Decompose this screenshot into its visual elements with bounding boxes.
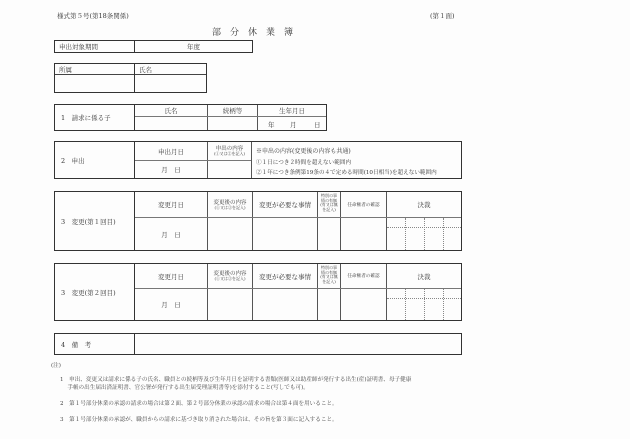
change-2-content-field[interactable] [208, 289, 252, 320]
request-note-title: ※申出の内容(変更後の内容も共通) [256, 148, 351, 155]
special-line: 情の有無 [321, 269, 337, 275]
change-1-confirm-field[interactable] [341, 218, 386, 250]
special-line: を記入) [322, 206, 336, 212]
period-year-field[interactable] [135, 41, 252, 52]
change-2-content-title: 変更後の内容 [213, 271, 247, 277]
page-label: (第１面) [430, 12, 455, 20]
section1-label: 1 請求に係る子 [61, 114, 111, 122]
change-2-confirm-header: 任命権者の確認 [347, 274, 380, 279]
form-number: 様式第５号(第18条関係) [57, 12, 129, 20]
note-item-2: 2 第１号部分休業の承認の請求の場合は第２面、第２号部分休業の承認の請求の場合は第４面を用いること。 [60, 401, 338, 407]
note-item-3: 3 第１号部分休業の承認が、職員からの請求に基づき取り消された場合は、その旨を第３面に記入すること。 [60, 417, 338, 423]
change-2-date-header: 変更月日 [158, 272, 184, 281]
notes-heading: (注) [51, 363, 61, 369]
birthdate-header: 生年月日 [279, 107, 305, 115]
request-content-field[interactable] [208, 161, 251, 178]
change-2-date-field[interactable] [135, 289, 207, 320]
request-option-2: ②１年につき条例第19条の４で定める時間(10日相当)を超えない範囲内 [256, 170, 437, 176]
request-date-field[interactable] [135, 161, 207, 178]
change-2-special-field[interactable] [318, 289, 340, 320]
section4-label: 4 備 考 [61, 340, 92, 349]
change-1-reason-field[interactable] [253, 218, 317, 250]
section-child-table [54, 104, 327, 131]
note-item-1: 1 申出、変更又は請求に係る子の氏名、職員との続柄等及び生年月日を証明する書類(医師又は助産師が発行する出生(産)証明書、母子健康 [60, 377, 412, 383]
change-1-content-header [208, 198, 252, 211]
request-content-title: 申出の内容 [215, 146, 244, 152]
section-change-2-table [54, 263, 462, 321]
change-1-approval-header: 決裁 [417, 201, 431, 209]
child-name-header: 氏名 [164, 107, 178, 115]
birth-month-unit: 月 [290, 121, 297, 129]
section2-label: 2 申出 [61, 156, 85, 165]
change-1-content-field[interactable] [208, 218, 252, 250]
employee-table [54, 63, 207, 93]
birth-day-unit: 日 [314, 121, 321, 129]
change-2-content-header [208, 269, 252, 282]
special-line: 特別の事 [321, 193, 337, 198]
change-1-reason-header: 変更が必要な事情 [259, 201, 311, 209]
section-request-table [54, 141, 462, 179]
request-content-header [208, 144, 251, 157]
child-name-field[interactable] [135, 117, 207, 130]
affiliation-label: 所属 [59, 65, 72, 74]
name-field[interactable] [135, 75, 206, 92]
special-line: (有又は無 [320, 202, 338, 208]
request-option-1: ①１日につき２時間を超えない範囲内 [256, 160, 351, 166]
special-line: 情の有無 [321, 197, 337, 203]
document-title: 部分休業簿 [212, 28, 303, 38]
period-table [54, 40, 253, 53]
relationship-field[interactable] [208, 117, 257, 130]
change-1-special-field[interactable] [318, 218, 340, 250]
change-1-date-field[interactable] [135, 218, 207, 250]
name-label: 氏名 [139, 65, 152, 74]
birthdate-field[interactable] [258, 117, 326, 130]
change-2-approval-header: 決裁 [417, 272, 431, 281]
special-line: を記入) [322, 278, 336, 284]
change-2-content-note: (①又は②を記入) [214, 276, 246, 281]
request-date-header: 申出月日 [158, 147, 184, 156]
change-2-date-value: 月 日 [161, 301, 181, 309]
affiliation-field[interactable] [55, 75, 134, 92]
request-date-value: 月 日 [161, 166, 181, 174]
change-1-approval-stamps[interactable] [387, 218, 461, 250]
special-line: 特別の事 [321, 265, 337, 270]
period-year-suffix: 年度 [187, 43, 200, 51]
change-1-confirm-header: 任命権者の確認 [347, 202, 380, 208]
special-line: (有又は無 [320, 274, 338, 280]
remarks-field[interactable] [135, 334, 461, 354]
change-1-content-title: 変更後の内容 [213, 200, 247, 206]
change-1-date-header: 変更月日 [158, 201, 184, 209]
relationship-header: 続柄等 [222, 107, 243, 115]
period-label: 申出対象期間 [59, 43, 98, 51]
change-2-special-header [318, 266, 340, 284]
change-1-content-note: (①又は②を記入) [214, 205, 246, 210]
section-remarks-table [54, 333, 462, 355]
section-change-1-table [54, 191, 462, 251]
note-item-1-cont: 手帳の出生届出済証明書、官公署が発行する出生届受理証明書等)を添付すること(写しでも可)。 [60, 385, 309, 391]
request-content-note: (①又は②を記入) [213, 151, 246, 156]
section3-2-label: 3 変更(第２回目) [61, 288, 116, 297]
change-2-confirm-field[interactable] [341, 289, 386, 320]
change-2-reason-field[interactable] [253, 289, 317, 320]
birth-year-unit: 年 [268, 121, 275, 129]
change-2-approval-stamps[interactable] [387, 289, 461, 320]
change-1-date-value: 月 日 [161, 230, 181, 239]
change-1-special-header [318, 194, 340, 212]
change-2-reason-header: 変更が必要な事情 [259, 272, 311, 281]
section3-1-label: 3 変更(第１回目) [61, 217, 116, 226]
